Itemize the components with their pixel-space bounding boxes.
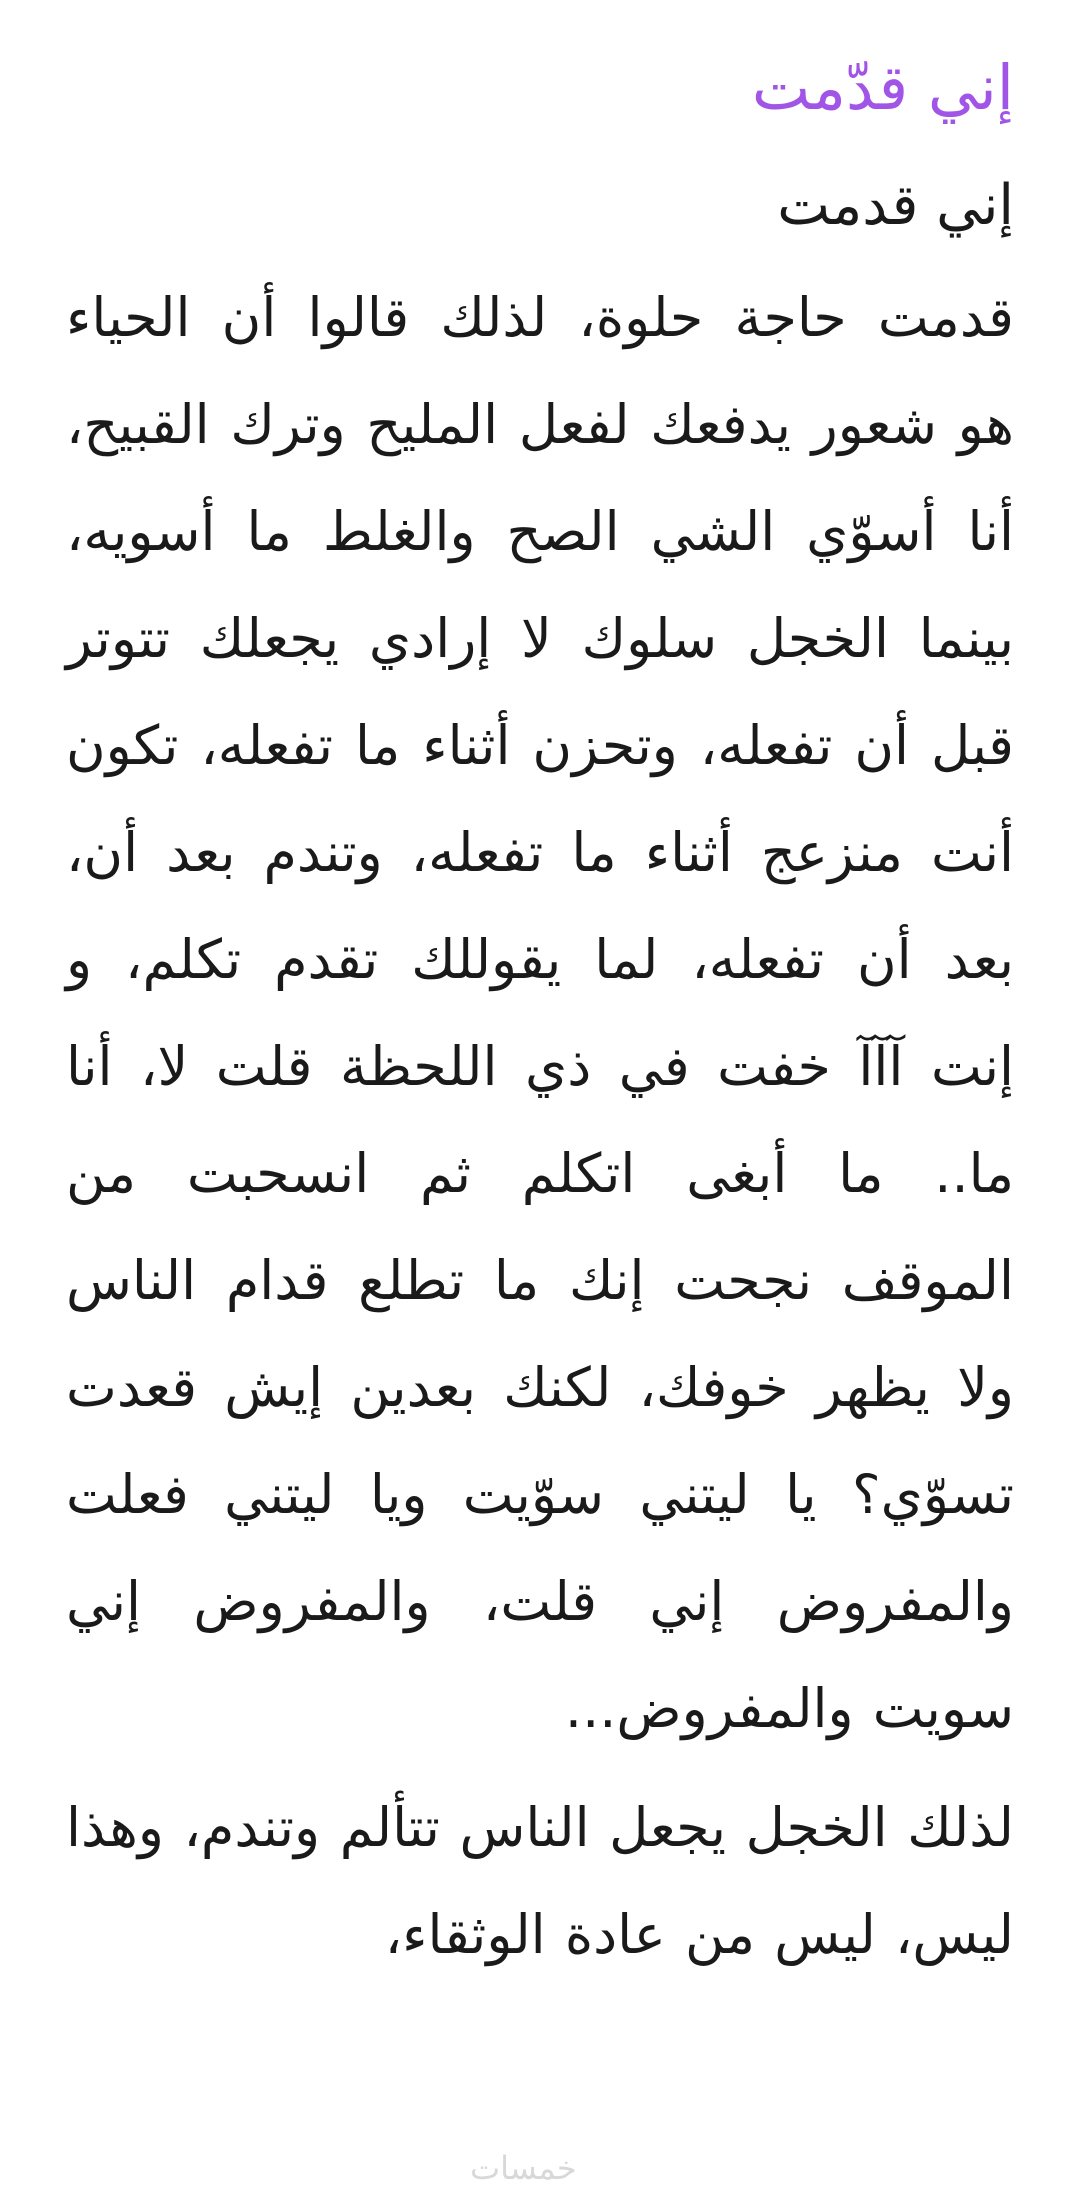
article-subtitle: إني قدمت [777,173,1014,238]
body-paragraph: قدمت حاجة حلوة، لذلك قالوا أن الحياء هو شعور يدفعك لفعل المليح وترك القبيح، أنا أسوّي الشي الصح والغلط ما أسويه، بينما الخجل سلوك لا إرادي يجعلك تتوتر قبل أن تفعله، وتحزن أثناء ما تفعله، تكون أنت منزعج أثناء ما تفعله، وتندم بعد أن، بعد أن تفعله، لما يقوللك تقدم تكلم، و إنت آآآ خفت في ذي اللحظة قلت لا، أنا ما.. ما أبغى اتكلم ثم انسحبت من الموقف نجحت إنك ما تطلع قدام الناس ولا يظهر خوفك، لكنك بعدين إيش قعدت تسوّي؟ يا ليتني سوّيت ويا ليتني فعلت والمفروض إني قلت، والمفروض إني سويت والمفروض... [66,286,1014,1740]
watermark: خمسات [470,2149,577,2187]
article-title: إني قدّمت [751,51,1014,124]
body-paragraph: لذلك الخجل يجعل الناس تتألم وتندم، وهذا ليس، ليس من عادة الوثقاء، [66,1796,1014,1966]
